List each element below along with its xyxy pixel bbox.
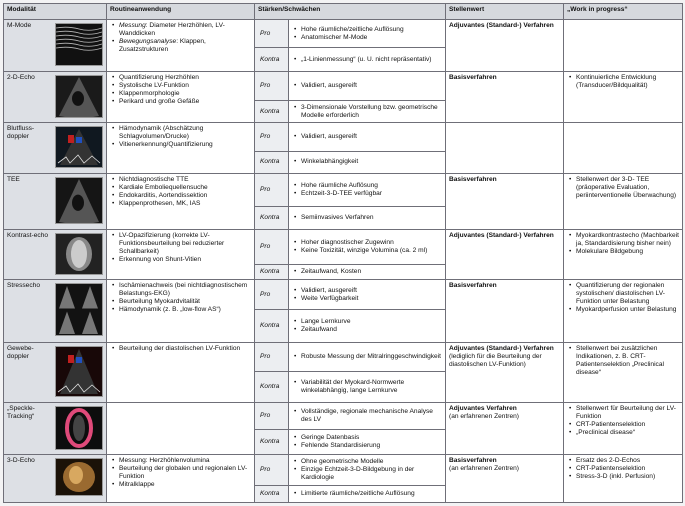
list-item: • Systolische LV-Funktion <box>119 82 251 90</box>
list-item: • Geringe Datenbasis <box>301 434 442 442</box>
list-item: • Hämodynamik (Abschätzung Schlagvolumen/Drucke) <box>119 125 251 141</box>
list-item: • Endokarditis, Aortendissektion <box>119 192 251 200</box>
kontra-cell <box>289 206 446 229</box>
kontra-cell <box>289 151 446 173</box>
routine-cell <box>107 229 255 280</box>
routine-list <box>110 22 251 54</box>
table-row <box>4 280 683 310</box>
kontra-list <box>292 318 442 334</box>
comparison-table <box>3 3 683 503</box>
kontra-cell <box>289 264 446 280</box>
kontra-cell <box>289 430 446 455</box>
pro-cell <box>289 173 446 206</box>
kontra-label: Kontra <box>255 101 289 123</box>
kontra-label: Kontra <box>255 206 289 229</box>
routine-cell <box>107 402 255 455</box>
header-row <box>4 4 683 20</box>
list-item: • Quantifizierung Herzhöhlen <box>119 74 251 82</box>
stellenwert-bold: Adjuvantes (Standard-) Verfahren <box>449 22 554 29</box>
list-item: • Robuste Messung der Mitralringgeschwindigkeit <box>301 353 442 361</box>
stellenwert-bold: Basisverfahren <box>449 175 497 183</box>
list-item: • Erkennung von Shunt-Vitien <box>119 256 251 264</box>
pro-label: Pro <box>255 123 289 151</box>
kontra-list <box>292 268 442 276</box>
stellenwert-cell <box>446 280 564 342</box>
list-item: • Beurteilung der diastolischen LV-Funktion <box>119 345 251 353</box>
list-item: • Zeitaufwand, Kosten <box>301 268 442 276</box>
pro-label: Pro <box>255 229 289 264</box>
list-item: • Perikard und große Gefäße <box>119 98 251 106</box>
list-item: • Validiert, ausgereift <box>301 82 442 90</box>
table-row <box>4 455 683 486</box>
list-item: • Keine Toxizität, winzige Volumina (ca. 2 ml) <box>301 247 442 255</box>
wip-cell <box>564 455 683 503</box>
wip-list <box>567 345 679 377</box>
echo-image-icon <box>55 283 103 336</box>
table-row <box>4 173 683 206</box>
pro-label: Pro <box>255 455 289 486</box>
routine-list <box>110 232 251 264</box>
list-item: • Einzige Echtzeit-3-D-Bildgebung in der Kardiologie <box>301 466 442 482</box>
routine-cell <box>107 123 255 174</box>
kontra-list <box>292 56 442 64</box>
kontra-label: Kontra <box>255 485 289 502</box>
routine-cell <box>107 455 255 503</box>
routine-cell <box>107 173 255 229</box>
list-item: • Klappenmorphologie <box>119 90 251 98</box>
list-item: • Stellenwert der 3-D- TEE (präoperative Evaluation, periinterventionelle Überwachung) <box>576 176 679 200</box>
pro-cell <box>289 342 446 372</box>
stellenwert-cell <box>446 402 564 455</box>
wip-list <box>567 176 679 200</box>
stellenwert-cell <box>446 455 564 503</box>
pro-label: Pro <box>255 20 289 48</box>
echo-image-icon <box>55 126 103 168</box>
stellenwert-note: (an erfahrenen Zentren) <box>449 465 520 473</box>
wip-cell <box>564 342 683 402</box>
pro-cell <box>289 280 446 310</box>
stellenwert-bold: Adjuvantes (Standard-) Verfahren <box>449 231 554 239</box>
kontra-label: Kontra <box>255 48 289 71</box>
list-item: • Bewegungsanalyse: Klappen, Zusatzstrukturen <box>119 38 251 54</box>
wip-cell <box>564 123 683 174</box>
pro-list <box>292 82 442 90</box>
list-item: • Vitienerkennung/Quantifizierung <box>119 141 251 149</box>
stellenwert-bold: Adjuvantes (Standard-) Verfahren <box>449 344 554 352</box>
kontra-cell <box>289 485 446 502</box>
list-item: • „1-Linienmessung“ (u. U. nicht repräsentativ) <box>301 56 442 64</box>
list-item: • Semiinvasives Verfahren <box>301 214 442 222</box>
pro-cell <box>289 71 446 101</box>
list-item: • Ohne geometrische Modelle <box>301 458 442 466</box>
wip-cell <box>564 402 683 455</box>
wip-cell <box>564 280 683 342</box>
stellenwert-bold: Adjuvantes Verfahren <box>449 404 517 412</box>
stellenwert-note: (lediglich für die Beurteilung der diastolischen LV-Funktion) <box>449 352 542 368</box>
kontra-label: Kontra <box>255 430 289 455</box>
kontra-list <box>292 214 442 222</box>
list-item: • Kontinuierliche Entwicklung (Transducer/Bildqualität) <box>576 74 679 90</box>
kontra-cell <box>289 309 446 342</box>
wip-cell <box>564 20 683 72</box>
pro-list <box>292 133 442 141</box>
list-item: • Nichtdiagnostische TTE <box>119 176 251 184</box>
kontra-label: Kontra <box>255 151 289 173</box>
stellenwert-bold: Basisverfahren <box>449 282 497 290</box>
kontra-list <box>292 490 442 498</box>
kontra-cell <box>289 48 446 71</box>
list-item: • Stress-3-D (inkl. Perfusion) <box>576 473 679 481</box>
modality-name: 3-D-Echo <box>7 457 35 465</box>
pro-list <box>292 26 442 42</box>
list-item: • Vollständige, regionale mechanische Analyse des LV <box>301 408 442 424</box>
modality-cell <box>4 280 107 342</box>
list-item: • Anatomischer M-Mode <box>301 34 442 42</box>
list-item: • Messung: Diameter Herzhöhlen, LV-Wanddicken <box>119 22 251 38</box>
pro-cell <box>289 402 446 429</box>
list-item: • Stellenwert bei zusätzlichen Indikationen, z. B. CRT-Patientenselektion „Preclinical disease“ <box>576 345 679 377</box>
header-stellenwert: Stellenwert <box>446 4 564 20</box>
kontra-list <box>292 379 442 395</box>
stellenwert-cell <box>446 123 564 174</box>
echo-image-icon <box>55 346 103 397</box>
modality-name: Gewebe-doppler <box>7 344 34 360</box>
echo-image-icon <box>55 233 103 275</box>
list-item: • Beurteilung der globalen und regionalen LV- Funktion <box>119 465 251 481</box>
list-item: • Hohe räumliche Auflösung <box>301 182 442 190</box>
modality-cell <box>4 455 107 503</box>
list-item: • Stellenwert für Beurteilung der LV-Funktion <box>576 405 679 421</box>
list-item: • Quantifizierung der regionalen systolischen/ diastolischen LV-Funktion unter Belastung <box>576 282 679 306</box>
wip-list <box>567 282 679 314</box>
routine-list <box>110 176 251 208</box>
modality-name: Kontrast-echo <box>7 231 49 239</box>
echo-image-icon <box>55 458 103 496</box>
list-item: • CRT-Patientenselektion <box>576 421 679 429</box>
header-modalitaet: Modalität <box>4 4 107 20</box>
list-item: • Mitralklappe <box>119 481 251 489</box>
modality-name: „Speckle-Tracking“ <box>7 404 35 420</box>
modality-cell <box>4 229 107 280</box>
stellenwert-cell <box>446 20 564 72</box>
echo-image-icon <box>55 23 103 66</box>
list-item: • Limitierte räumliche/zeitliche Auflösung <box>301 490 442 498</box>
list-item: • „Preclinical disease“ <box>576 429 679 437</box>
list-item: • CRT-Patientenselektion <box>576 465 679 473</box>
modality-name: TEE <box>7 175 20 183</box>
stellenwert-bold: Basisverfahren <box>449 457 497 465</box>
header-staerken: Stärken/Schwächen <box>255 4 446 20</box>
list-item: • Echtzeit-3-D-TEE verfügbar <box>301 190 442 198</box>
wip-cell <box>564 71 683 123</box>
kontra-cell <box>289 372 446 403</box>
routine-list <box>110 282 251 314</box>
wip-list <box>567 232 679 256</box>
modality-name: M-Mode <box>7 22 32 29</box>
modality-name: Stressecho <box>7 282 40 290</box>
list-item: • Beurteilung Myokardvitalität <box>119 298 251 306</box>
kontra-list <box>292 104 442 120</box>
stellenwert-cell <box>446 173 564 229</box>
list-item: • Validiert, ausgereift <box>301 287 442 295</box>
list-item: • Myokardkontrastecho (Machbarkeit ja, Standardisierung bisher nein) <box>576 232 679 248</box>
modality-cell <box>4 173 107 229</box>
list-item: • Myokardperfusion unter Belastung <box>576 306 679 314</box>
list-item: • Winkelabhängigkeit <box>301 158 442 166</box>
modality-cell <box>4 71 107 123</box>
modality-name: Blutfluss-doppler <box>7 125 35 141</box>
list-item: • Weite Verfügbarkeit <box>301 295 442 303</box>
kontra-cell <box>289 101 446 123</box>
list-item: • Fehlende Standardisierung <box>301 442 442 450</box>
routine-list <box>110 345 251 353</box>
wip-cell <box>564 229 683 280</box>
pro-cell <box>289 229 446 264</box>
modality-name: 2-D-Echo <box>7 73 35 81</box>
pro-list <box>292 353 442 361</box>
modality-cell <box>4 402 107 455</box>
wip-list <box>567 457 679 481</box>
pro-cell <box>289 20 446 48</box>
pro-label: Pro <box>255 71 289 101</box>
list-item: • Ischämienachweis (bei nichtdiagnostischem Belastungs-EKG) <box>119 282 251 298</box>
pro-cell <box>289 123 446 151</box>
pro-label: Pro <box>255 402 289 429</box>
kontra-list <box>292 158 442 166</box>
echo-image-icon <box>55 406 103 450</box>
list-item: • Ersatz des 2-D-Echos <box>576 457 679 465</box>
list-item: • Messung: Herzhöhlenvolumina <box>119 457 251 465</box>
table-row <box>4 123 683 151</box>
list-item: • Validiert, ausgereift <box>301 133 442 141</box>
list-item: • Molekulare Bildgebung <box>576 248 679 256</box>
wip-cell <box>564 173 683 229</box>
routine-list <box>110 74 251 106</box>
routine-cell <box>107 71 255 123</box>
stellenwert-cell <box>446 229 564 280</box>
list-item: • Kardiale Emboliequellensuche <box>119 184 251 192</box>
stellenwert-cell <box>446 71 564 123</box>
table-row <box>4 402 683 429</box>
pro-label: Pro <box>255 342 289 372</box>
stellenwert-note: (an erfahrenen Zentren) <box>449 412 520 420</box>
wip-list <box>567 74 679 90</box>
modality-cell <box>4 342 107 402</box>
routine-cell <box>107 280 255 342</box>
stellenwert-bold: Basisverfahren <box>449 73 497 81</box>
pro-list <box>292 287 442 303</box>
modality-cell <box>4 20 107 72</box>
list-item: • Hohe räumliche/zeitliche Auflösung <box>301 26 442 34</box>
table-row <box>4 342 683 372</box>
list-item: • Hämodynamik (z. B. „low-flow AS“) <box>119 306 251 314</box>
stellenwert-cell <box>446 342 564 402</box>
kontra-list <box>292 434 442 450</box>
list-item: • Klappenprothesen, MK, IAS <box>119 200 251 208</box>
list-item: • Hoher diagnostischer Zugewinn <box>301 239 442 247</box>
list-item: • Variabilität der Myokard-Normwerte winkelabhängig, lange Lernkurve <box>301 379 442 395</box>
list-item: • LV-Opazifizierung (korrekte LV-Funktionsbeurteilung bei reduzierter Schallbarkeit) <box>119 232 251 256</box>
table-row <box>4 229 683 264</box>
pro-list <box>292 408 442 424</box>
routine-list <box>110 457 251 489</box>
kontra-label: Kontra <box>255 372 289 403</box>
pro-label: Pro <box>255 280 289 310</box>
pro-list <box>292 182 442 198</box>
kontra-label: Kontra <box>255 264 289 280</box>
routine-cell <box>107 20 255 72</box>
list-item: • Zeitaufwand <box>301 326 442 334</box>
modality-cell <box>4 123 107 174</box>
table-row <box>4 71 683 101</box>
table-row <box>4 20 683 48</box>
list-item: • Lange Lernkurve <box>301 318 442 326</box>
echo-image-icon <box>55 177 103 224</box>
list-item: • 3-Dimensionale Vorstellung bzw. geometrische Modelle erforderlich <box>301 104 442 120</box>
pro-label: Pro <box>255 173 289 206</box>
echo-image-icon <box>55 75 103 118</box>
routine-cell <box>107 342 255 402</box>
pro-list <box>292 239 442 255</box>
header-wip: „Work in progress“ <box>564 4 683 20</box>
wip-list <box>567 405 679 437</box>
header-routine: Routineanwendung <box>107 4 255 20</box>
pro-cell <box>289 455 446 486</box>
pro-list <box>292 458 442 482</box>
routine-list <box>110 125 251 149</box>
kontra-label: Kontra <box>255 309 289 342</box>
